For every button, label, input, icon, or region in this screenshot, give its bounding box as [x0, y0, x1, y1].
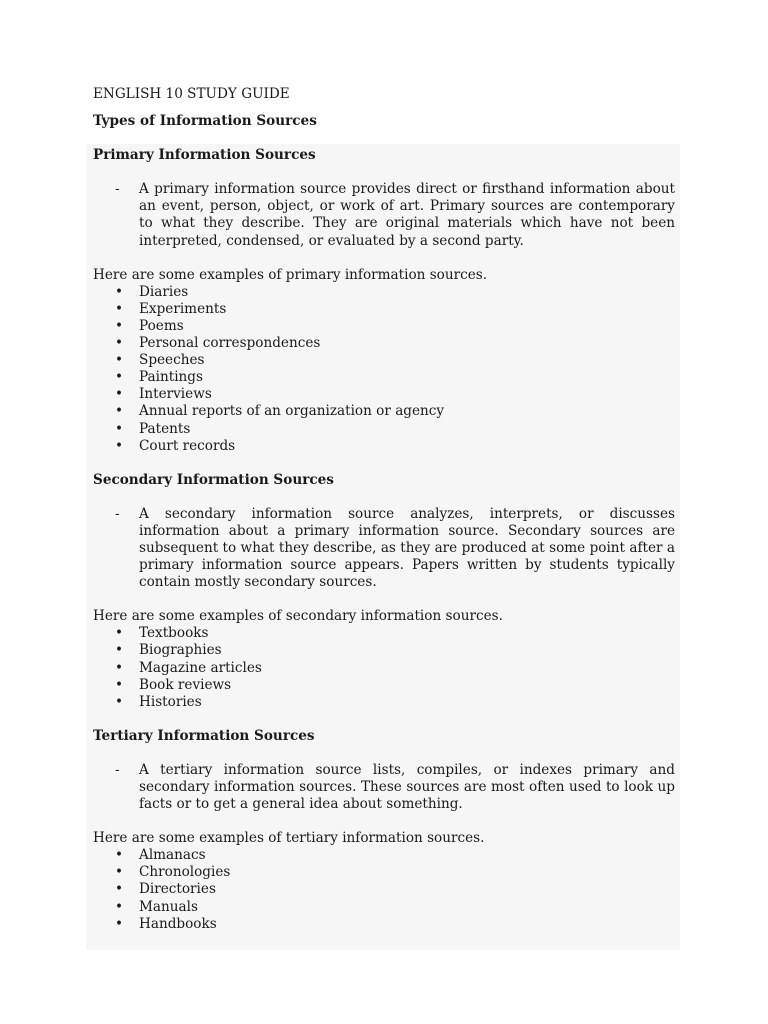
list-item [93, 847, 675, 864]
main-heading: Types of Information Sources [93, 113, 317, 130]
bullet-marker: • [115, 625, 124, 642]
list-item-text: Patents [139, 420, 191, 437]
list-item-text: Almanacs [139, 847, 206, 864]
bullet-marker: • [115, 420, 124, 437]
document-title: ENGLISH 10 STUDY GUIDE [93, 86, 290, 102]
bullet-marker: • [115, 283, 124, 300]
list-item [93, 694, 675, 711]
list-item [93, 335, 675, 352]
bullet-marker: • [115, 300, 124, 317]
list-item [93, 677, 675, 694]
bullet-marker: • [115, 335, 124, 352]
section-tertiary [93, 728, 675, 933]
examples-list [93, 847, 675, 932]
list-item [93, 438, 675, 455]
list-item-text: Court records [139, 437, 236, 454]
bullet-marker: • [115, 642, 124, 659]
list-item-text: Experiments [139, 300, 227, 317]
list-item [93, 352, 675, 369]
section-primary [93, 147, 675, 455]
section-heading: Tertiary Information Sources [93, 727, 315, 744]
list-item [93, 642, 675, 659]
list-item-text: Personal correspondences [139, 335, 321, 352]
bullet-marker: • [115, 693, 124, 710]
list-item [93, 369, 675, 386]
list-item-text: Handbooks [139, 915, 217, 932]
list-item-text: Textbooks [139, 625, 209, 642]
list-item-text: Diaries [139, 283, 189, 300]
list-item-text: Chronologies [139, 864, 231, 881]
list-item-text: Annual reports of an organization or agency [139, 403, 445, 420]
section-heading: Secondary Information Sources [93, 471, 334, 488]
bullet-marker: • [115, 403, 124, 420]
bullet-marker: • [115, 847, 124, 864]
dash-marker: - [115, 505, 120, 522]
list-item-text: Histories [139, 693, 202, 710]
document-body [93, 86, 675, 950]
bullet-marker: • [115, 369, 124, 386]
bullet-marker: • [115, 437, 124, 454]
description-text: A primary information source provides direct or firsthand information about an event, person, object, or work of art. Primary sources are contemporary to what they describe. They are original materials which have not been interpreted, condensed, or evaluated by a second party. [139, 181, 675, 249]
bullet-marker: • [115, 864, 124, 881]
list-item [93, 916, 675, 933]
list-item-text: Manuals [139, 898, 198, 915]
bullet-marker: • [115, 898, 124, 915]
bullet-marker: • [115, 659, 124, 676]
examples-list [93, 625, 675, 710]
examples-intro: Here are some examples of tertiary information sources. [93, 830, 485, 847]
bullet-marker: • [115, 915, 124, 932]
list-item [93, 421, 675, 438]
list-item [93, 881, 675, 898]
dash-marker: - [115, 181, 120, 198]
bullet-marker: • [115, 317, 124, 334]
list-item [93, 284, 675, 301]
bullet-marker: • [115, 352, 124, 369]
list-item-text: Biographies [139, 642, 222, 659]
section-description [93, 506, 675, 591]
list-item [93, 318, 675, 335]
list-item-text: Speeches [139, 352, 205, 369]
list-item-text: Paintings [139, 369, 203, 386]
list-item-text: Magazine articles [139, 659, 262, 676]
examples-intro: Here are some examples of primary information sources. [93, 266, 488, 283]
list-item [93, 403, 675, 420]
examples-intro: Here are some examples of secondary information sources. [93, 608, 503, 625]
dash-marker: - [115, 761, 120, 778]
section-description [93, 762, 675, 813]
description-text: A secondary information source analyzes, interprets, or discusses information about a primary information source. Secondary sources are subsequent to what they describe, as they are produced at some point after a primary information source appears. Papers written by students typically contain mostly secondary sources. [139, 505, 675, 591]
examples-list [93, 284, 675, 455]
list-item-text: Directories [139, 881, 216, 898]
bullet-marker: • [115, 881, 124, 898]
list-item-text: Book reviews [139, 676, 232, 693]
list-item [93, 386, 675, 403]
section-description [93, 181, 675, 249]
list-item [93, 660, 675, 677]
bullet-marker: • [115, 386, 124, 403]
list-item [93, 864, 675, 881]
list-item [93, 899, 675, 916]
list-item [93, 625, 675, 642]
section-heading: Primary Information Sources [93, 147, 316, 164]
description-text: A tertiary information source lists, compiles, or indexes primary and secondary information sources. These sources are most often used to look up facts or to get a general idea about something. [139, 761, 675, 813]
bullet-marker: • [115, 676, 124, 693]
list-item [93, 301, 675, 318]
list-item-text: Poems [139, 317, 184, 334]
list-item-text: Interviews [139, 386, 212, 403]
section-secondary [93, 472, 675, 711]
